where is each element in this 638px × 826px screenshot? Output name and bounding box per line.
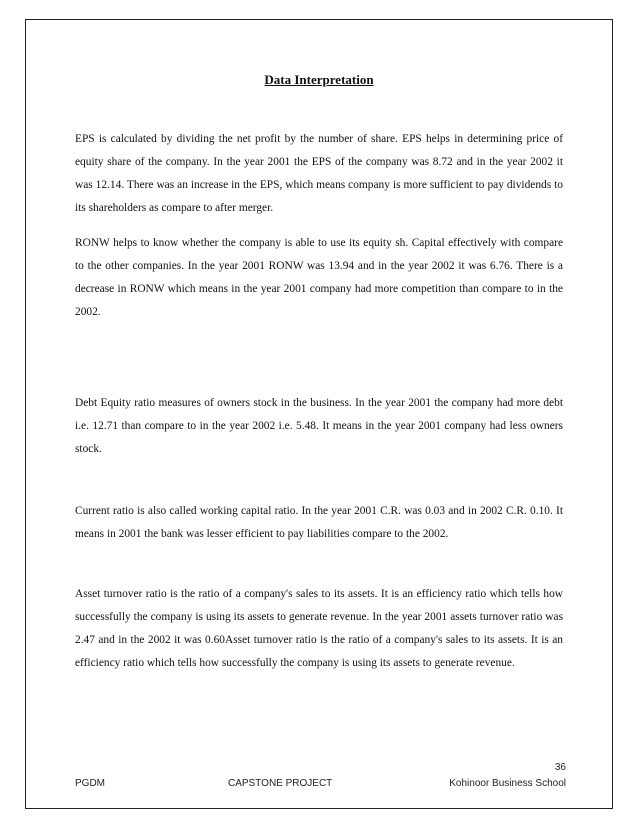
page-number: 36 <box>554 762 566 773</box>
paragraph-debt-equity: Debt Equity ratio measures of owners stock in the business. In the year 2001 the company had more debt i.e. 12.71 than compare to in the year 2002 i.e. 5.48. It means in the year 2001 company had less owners stock. <box>75 397 563 455</box>
page-title: Data Interpretation <box>264 72 374 87</box>
footer-center-text: CAPSTONE PROJECT <box>228 778 333 789</box>
paragraph-current-ratio: Current ratio is also called working capital ratio. In the year 2001 C.R. was 0.03 and in 2002 C.R. 0.10. It means in 2001 the bank was lesser efficient to pay liabilities compare to the 2002. <box>75 505 563 540</box>
paragraph-ronw: RONW helps to know whether the company is able to use its equity sh. Capital effectively with compare to the other companies. In the year 2001 RONW was 13.94 and in the year 2002 it was 6.76. There is a decrease in RONW which means in the year 2001 company had more competition than compare to in the 2002. <box>75 237 563 318</box>
paragraph-asset-turnover: Asset turnover ratio is the ratio of a company's sales to its assets. It is an efficiency ratio which tells how successfully the company is using its assets to generate revenue. In the year 2001 assets turnover ratio was 2.47 and in the 2002 it was 0.60Asset turnover ratio is the ratio of a company's sales to its assets. It is an efficiency ratio which tells how successfully the company is using its assets to generate revenue. <box>75 588 563 669</box>
footer-right-text: Kohinoor Business School <box>449 778 566 789</box>
paragraph-eps: EPS is calculated by dividing the net profit by the number of share. EPS helps in determining price of equity share of the company. In the year 2001 the EPS of the company was 8.72 and in the year 2002 it was 12.14. There was an increase in the EPS, which means company is more sufficient to pay dividends to its shareholders as compare to after merger. <box>75 133 563 214</box>
footer-left-text: PGDM <box>75 778 105 789</box>
